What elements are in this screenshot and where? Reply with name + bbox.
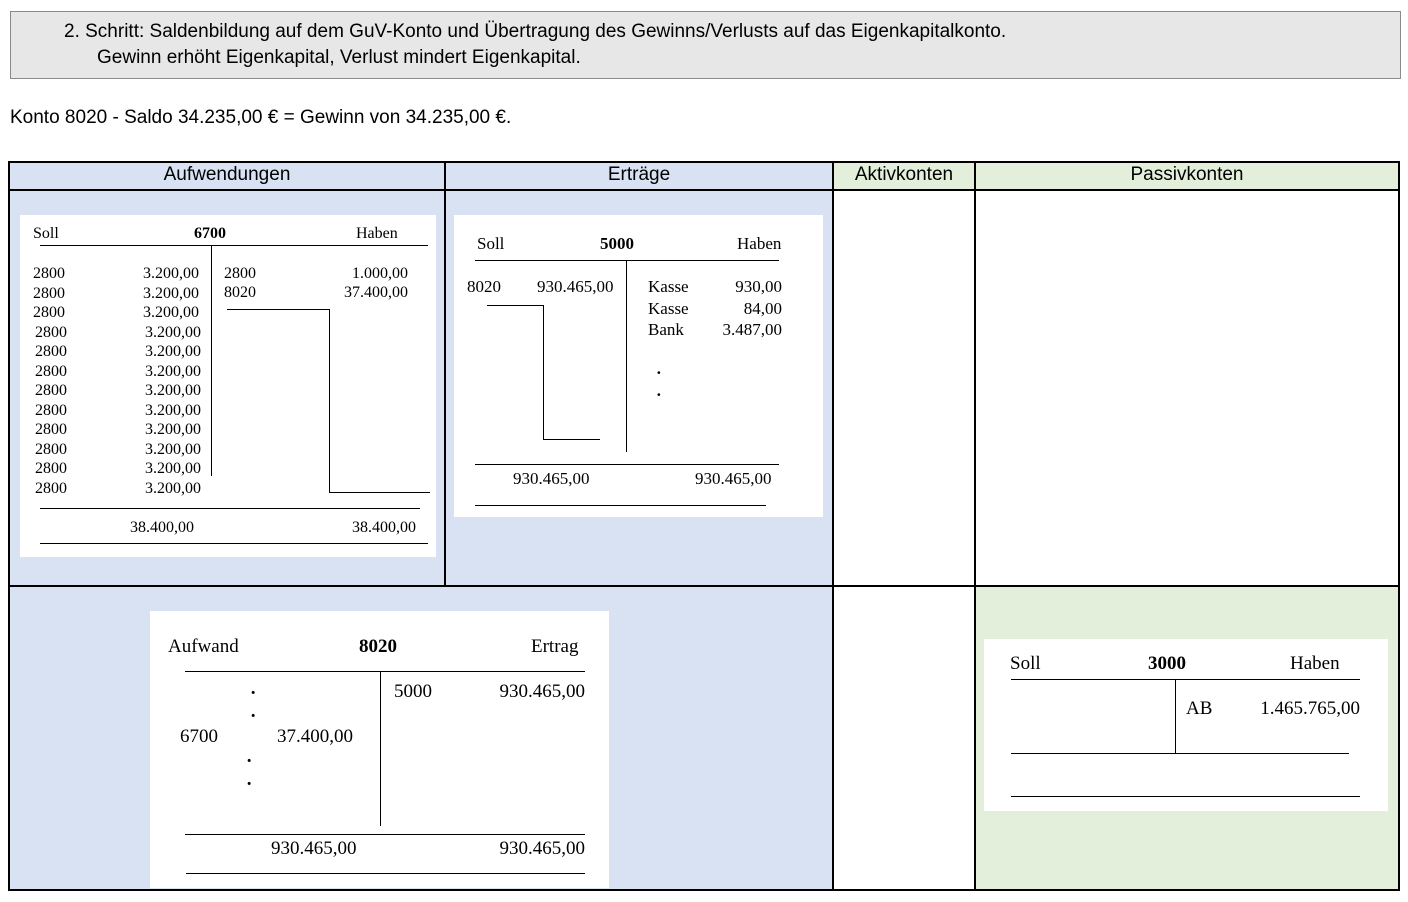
ellipsis-dot: · bbox=[250, 706, 257, 727]
debit-contra: 2800 bbox=[33, 304, 65, 321]
grid-line-col3 bbox=[974, 162, 976, 890]
credit-contra: 8020 bbox=[224, 284, 256, 301]
ellipsis-dot: · bbox=[246, 774, 253, 795]
t-account-3000 bbox=[984, 639, 1388, 811]
t-account-top-line bbox=[185, 671, 585, 672]
ellipsis-dot: · bbox=[656, 385, 662, 404]
debit-contra: 2800 bbox=[35, 421, 67, 438]
closing-line-vertical bbox=[543, 305, 544, 440]
total-credit: 38.400,00 bbox=[352, 519, 416, 536]
t-account-divider bbox=[1175, 680, 1176, 753]
credit-amount: 37.400,00 bbox=[344, 284, 408, 301]
konto-summary: Konto 8020 - Saldo 34.235,00 € = Gewinn von 34.235,00 €. bbox=[10, 107, 512, 128]
total-credit: 930.465,00 bbox=[695, 469, 772, 488]
debit-amount: 3.200,00 bbox=[145, 402, 201, 419]
grid-line-col1 bbox=[444, 162, 446, 586]
account-number: 3000 bbox=[1148, 653, 1186, 674]
total-debit: 38.400,00 bbox=[130, 519, 194, 536]
credit-amount: 1.000,00 bbox=[352, 265, 408, 282]
sum-line-bottom bbox=[475, 505, 766, 506]
aufwand-label: Aufwand bbox=[168, 636, 239, 657]
credit-amount: 3.487,00 bbox=[722, 320, 782, 339]
debit-amount: 3.200,00 bbox=[143, 304, 199, 321]
debit-amount: 3.200,00 bbox=[145, 363, 201, 380]
debit-contra: 2800 bbox=[35, 324, 67, 341]
sum-line-bottom bbox=[40, 543, 428, 544]
haben-label: Haben bbox=[737, 234, 782, 253]
sum-line-top bbox=[40, 508, 420, 509]
sum-line-top bbox=[475, 464, 779, 465]
debit-contra: 2800 bbox=[35, 402, 67, 419]
t-account-top-line bbox=[40, 245, 428, 246]
grid-line-header bbox=[9, 189, 1399, 191]
credit-contra: Bank bbox=[648, 320, 684, 339]
closing-line-bottom bbox=[543, 439, 600, 440]
closing-line-vertical bbox=[329, 309, 330, 493]
header-aufwendungen: Aufwendungen bbox=[163, 164, 291, 185]
t-account-5000 bbox=[454, 215, 823, 517]
soll-label: Soll bbox=[477, 234, 505, 253]
total-debit: 930.465,00 bbox=[513, 469, 590, 488]
credit-contra: Kasse bbox=[648, 299, 689, 318]
grid-line-col2 bbox=[832, 162, 834, 890]
debit-contra: 2800 bbox=[35, 441, 67, 458]
haben-label: Haben bbox=[1290, 653, 1340, 674]
debit-amount: 3.200,00 bbox=[145, 441, 201, 458]
debit-amount: 3.200,00 bbox=[143, 285, 199, 302]
grid-line-middle bbox=[9, 585, 1399, 587]
debit-amount: 930.465,00 bbox=[537, 277, 614, 296]
instruction-box bbox=[10, 11, 1401, 79]
haben-label: Haben bbox=[356, 225, 398, 242]
credit-contra: Kasse bbox=[648, 277, 689, 296]
debit-amount: 3.200,00 bbox=[145, 460, 201, 477]
debit-amount: 3.200,00 bbox=[145, 480, 201, 497]
debit-contra: 2800 bbox=[35, 480, 67, 497]
debit-amount: 3.200,00 bbox=[145, 382, 201, 399]
ertrag-label: Ertrag bbox=[531, 636, 579, 657]
account-number: 5000 bbox=[600, 234, 634, 253]
credit-contra: AB bbox=[1186, 698, 1213, 719]
ellipsis-dot: · bbox=[250, 683, 257, 704]
total-debit: 930.465,00 bbox=[271, 838, 357, 859]
account-number: 8020 bbox=[359, 636, 397, 657]
t-account-top-line bbox=[1011, 679, 1360, 680]
debit-contra: 8020 bbox=[467, 277, 501, 296]
t-account-8020 bbox=[150, 611, 609, 888]
debit-amount: 3.200,00 bbox=[143, 265, 199, 282]
debit-contra: 2800 bbox=[33, 265, 65, 282]
credit-amount: 1.465.765,00 bbox=[1260, 698, 1360, 719]
ellipsis-dot: · bbox=[656, 363, 662, 382]
debit-contra: 2800 bbox=[35, 460, 67, 477]
total-credit: 930.465,00 bbox=[499, 838, 585, 859]
header-ertraege: Erträge bbox=[607, 164, 671, 185]
t-account-top-line bbox=[475, 260, 779, 261]
credit-contra: 2800 bbox=[224, 265, 256, 282]
sum-line-top bbox=[1011, 753, 1349, 754]
debit-contra: 6700 bbox=[180, 726, 218, 747]
debit-contra: 2800 bbox=[35, 363, 67, 380]
instruction-line-1: 2. Schritt: Saldenbildung auf dem GuV-Konto und Übertragung des Gewinns/Verlusts auf das Eigenkapitalkonto. bbox=[64, 21, 1007, 42]
t-account-divider bbox=[380, 672, 381, 826]
t-account-6700 bbox=[20, 215, 436, 557]
debit-contra: 2800 bbox=[35, 343, 67, 360]
instruction-line-2: Gewinn erhöht Eigenkapital, Verlust mindert Eigenkapital. bbox=[97, 47, 581, 68]
closing-line-top bbox=[487, 305, 543, 306]
sum-line-top bbox=[185, 834, 585, 835]
debit-contra: 2800 bbox=[35, 382, 67, 399]
header-aktivkonten: Aktivkonten bbox=[854, 164, 954, 185]
t-account-divider bbox=[211, 246, 212, 476]
credit-amount: 84,00 bbox=[743, 299, 782, 318]
header-passivkonten: Passivkonten bbox=[1130, 164, 1244, 185]
debit-contra: 2800 bbox=[33, 285, 65, 302]
credit-contra: 5000 bbox=[394, 681, 432, 702]
sum-line-bottom bbox=[1011, 796, 1360, 797]
credit-amount: 930,00 bbox=[735, 277, 782, 296]
debit-amount: 3.200,00 bbox=[145, 421, 201, 438]
sum-line-bottom bbox=[186, 873, 585, 874]
soll-label: Soll bbox=[33, 225, 59, 242]
debit-amount: 3.200,00 bbox=[145, 343, 201, 360]
credit-amount: 930.465,00 bbox=[499, 681, 585, 702]
debit-amount: 3.200,00 bbox=[145, 324, 201, 341]
account-number: 6700 bbox=[194, 225, 226, 242]
t-account-divider bbox=[626, 261, 627, 452]
soll-label: Soll bbox=[1010, 653, 1041, 674]
closing-line-top bbox=[227, 309, 330, 310]
closing-line-bottom bbox=[329, 492, 430, 493]
ellipsis-dot: · bbox=[246, 751, 253, 772]
debit-amount: 37.400,00 bbox=[277, 726, 353, 747]
